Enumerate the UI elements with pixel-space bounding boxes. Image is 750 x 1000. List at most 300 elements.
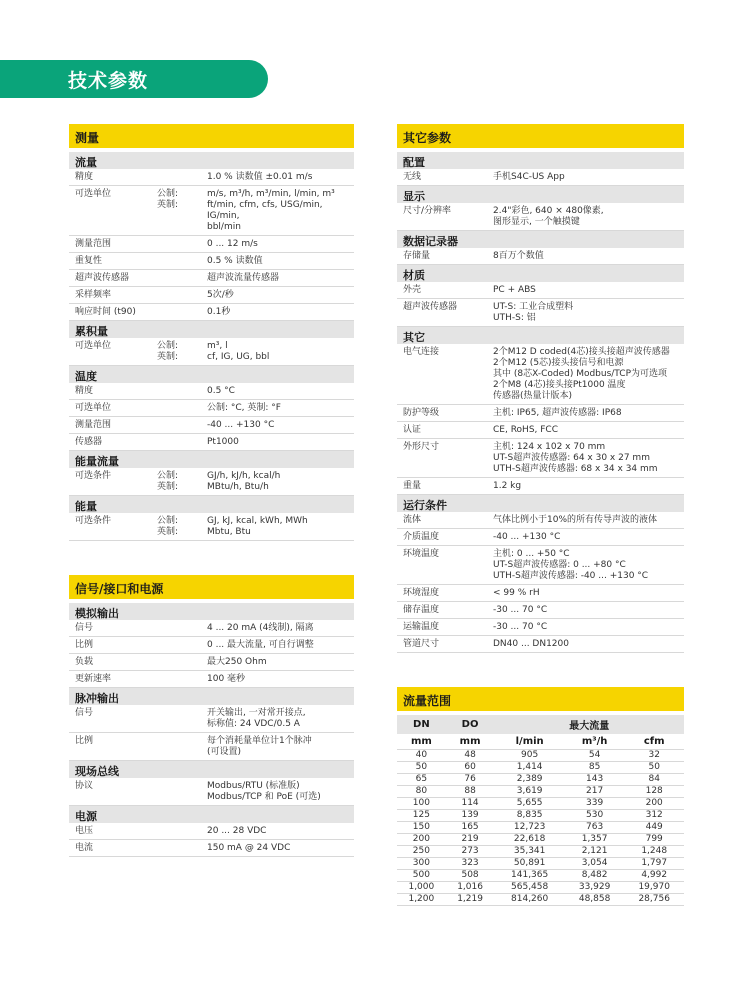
spec-value (207, 437, 354, 448)
spec-label: 更新速率 (75, 674, 112, 684)
table-row (397, 882, 684, 894)
spec-value-line: 2个M12 D coded(4芯)接头接超声波传感器 (493, 347, 670, 357)
spec-value (493, 639, 684, 650)
spec-row (69, 823, 354, 840)
spec-value (207, 674, 354, 685)
spec-row (69, 236, 354, 253)
spec-value-line: Mbtu, Btu (207, 527, 251, 537)
spec-value-line: UT-S: 工业合成塑料 (493, 302, 574, 312)
spec-label: 电流 (75, 843, 94, 853)
spec-value (493, 302, 684, 324)
table-cell: 4,992 (624, 870, 684, 882)
subsection-header-pulse: 脉冲输出 (69, 688, 354, 705)
spec-label: 认证 (403, 425, 422, 435)
table-cell: 1,248 (624, 846, 684, 858)
spec-value-line: 主机: 124 x 102 x 70 mm (493, 442, 606, 452)
spec-row (397, 512, 684, 529)
spec-label: 环境温度 (403, 549, 440, 559)
spec-label: 采样频率 (75, 290, 112, 300)
spec-label: 精度 (75, 386, 94, 396)
spec-label: 可选单位 (75, 341, 112, 351)
table-cell: 48 (446, 750, 495, 762)
spec-system-line: 英制: (157, 352, 179, 362)
spec-system-line: 公制: (157, 341, 179, 351)
spec-label: 传感器 (75, 437, 103, 447)
spec-label: 协议 (75, 781, 94, 791)
table-cell: 1,000 (397, 882, 446, 894)
table-row (397, 750, 684, 762)
spec-label: 重复性 (75, 256, 103, 266)
spec-value (207, 657, 354, 668)
spec-value-line: UT-S超声波传感器: 0 ... +80 °C (493, 560, 626, 570)
page-title: 技术参数 (68, 70, 149, 92)
table-cell: 139 (446, 810, 495, 822)
spec-label: 运输温度 (403, 622, 440, 632)
spec-value-line: 手机S4C-US App (493, 172, 565, 182)
spec-label: 可选条件 (75, 471, 112, 481)
table-cell: 65 (397, 774, 446, 786)
page-title-banner (0, 60, 268, 98)
table-cell: 76 (446, 774, 495, 786)
spec-value-line: DN40 ... DN1200 (493, 639, 569, 649)
spec-value-line: Modbus/RTU (标准版) (207, 781, 300, 791)
spec-value-line: UTH-S超声波传感器: 68 x 34 x 34 mm (493, 464, 658, 474)
spec-value-line: 超声波流量传感器 (207, 273, 280, 283)
table-cell: 50 (397, 762, 446, 774)
spec-value (207, 420, 354, 431)
spec-value-line: 2个M12 (5芯)接头接信号和电源 (493, 358, 624, 368)
section-header-flow-range: 流量范围 (397, 687, 684, 711)
spec-value-line: UT-S超声波传感器: 64 x 30 x 27 mm (493, 453, 650, 463)
spec-row (397, 299, 684, 327)
spec-value-line: GJ/h, kJ/h, kcal/h (207, 471, 281, 481)
spec-row (69, 840, 354, 857)
spec-system (157, 403, 207, 414)
spec-row (397, 585, 684, 602)
subsection-header-operating: 运行条件 (397, 495, 684, 512)
spec-value-line: 气体比例小于10%的所有传导声波的液体 (493, 515, 658, 525)
table-cell: 2,389 (494, 774, 564, 786)
table-cell: 763 (565, 822, 625, 834)
table-cell: 50,891 (494, 858, 564, 870)
spec-system (157, 256, 207, 267)
spec-system (157, 239, 207, 250)
table-cell: 1,414 (494, 762, 564, 774)
spec-value (493, 425, 684, 436)
spec-row (397, 602, 684, 619)
spec-value (493, 408, 684, 419)
spec-value (207, 623, 354, 634)
spec-value-line: 1.2 kg (493, 481, 522, 491)
spec-label: 尺寸/分辨率 (403, 206, 452, 216)
spec-value-line: PC + ABS (493, 285, 536, 295)
table-cell: 141,365 (494, 870, 564, 882)
spec-value (207, 403, 354, 414)
table-cell: 312 (624, 810, 684, 822)
spec-value (493, 172, 684, 183)
spec-label: 防护等级 (403, 408, 440, 418)
spec-value-line: 标称值: 24 VDC/0.5 A (207, 719, 300, 729)
spec-value (207, 708, 354, 730)
spec-value-line: GJ, kJ, kcal, kWh, MWh (207, 516, 308, 526)
spec-value (207, 781, 354, 803)
table-cell: 250 (397, 846, 446, 858)
spec-system (157, 437, 207, 448)
spec-row (69, 620, 354, 637)
spec-row (397, 546, 684, 585)
spec-value-line: 图形显示, 一个触摸键 (493, 217, 580, 227)
spec-label: 测量范围 (75, 239, 112, 249)
spec-row (397, 636, 684, 653)
table-cell: 35,341 (494, 846, 564, 858)
spec-system (157, 307, 207, 318)
section-header-other: 其它参数 (397, 124, 684, 148)
spec-label: 超声波传感器 (403, 302, 458, 312)
section-header-measure: 测量 (69, 124, 354, 148)
spec-value-line: bbl/min (207, 222, 241, 232)
subsection-header-energy_flow: 能量流量 (69, 451, 354, 468)
spec-value (207, 826, 354, 837)
spec-label: 比例 (75, 640, 94, 650)
spec-value (207, 189, 354, 233)
spec-row (397, 422, 684, 439)
spec-value (207, 341, 354, 363)
table-cell: 48,858 (565, 894, 625, 906)
spec-label: 外壳 (403, 285, 422, 295)
table-cell: 200 (397, 834, 446, 846)
spec-value (207, 736, 354, 758)
spec-value-line: 100 毫秒 (207, 674, 246, 684)
spec-system-line: 公制: (157, 189, 179, 199)
spec-value (493, 515, 684, 526)
spec-row (69, 400, 354, 417)
spec-label: 精度 (75, 172, 94, 182)
spec-value (207, 290, 354, 301)
spec-value (493, 605, 684, 616)
table-row (397, 762, 684, 774)
flow-table-body (397, 750, 684, 906)
spec-value-line: 150 mA @ 24 VDC (207, 843, 291, 853)
spec-value-line: 0.1秒 (207, 307, 231, 317)
spec-value-line: m/s, m³/h, m³/min, l/min, m³ (207, 189, 335, 199)
table-cell: 2,121 (565, 846, 625, 858)
table-cell: 22,618 (494, 834, 564, 846)
spec-system-line: 英制: (157, 200, 179, 210)
spec-value-line: 20 ... 28 VDC (207, 826, 267, 836)
spec-value-line: 2个M8 (4芯)接头接Pt1000 温度 (493, 380, 626, 390)
table-cell: 500 (397, 870, 446, 882)
table-cell: 88 (446, 786, 495, 798)
spec-label: 环境湿度 (403, 588, 440, 598)
spec-row (397, 248, 684, 265)
spec-system (157, 290, 207, 301)
spec-value-line: 传感器(热量计版本) (493, 391, 573, 401)
spec-label: 可选单位 (75, 189, 112, 199)
spec-system (157, 172, 207, 183)
table-cell: 905 (494, 750, 564, 762)
table-row (397, 810, 684, 822)
spec-value-line: -40 ... +130 °C (493, 532, 561, 542)
spec-value-line: ft/min, cfm, cfs, USG/min, IG/min, (207, 200, 323, 221)
spec-row (69, 270, 354, 287)
table-cell: 19,970 (624, 882, 684, 894)
spec-value-line: UTH-S超声波传感器: -40 ... +130 °C (493, 571, 649, 581)
spec-label: 电气连接 (403, 347, 440, 357)
table-cell: 508 (446, 870, 495, 882)
left-column (69, 124, 354, 857)
spec-row (69, 417, 354, 434)
spec-value (207, 172, 354, 183)
spec-system (157, 386, 207, 397)
table-cell: 150 (397, 822, 446, 834)
spec-row (69, 434, 354, 451)
subsection-header-temp: 温度 (69, 366, 354, 383)
spec-system-line: 英制: (157, 527, 179, 537)
spec-value-line: 0 ... 12 m/s (207, 239, 258, 249)
spec-value-line: 4 ... 20 mA (4线制), 隔离 (207, 623, 314, 633)
spec-system (157, 273, 207, 284)
subsection-header-display: 显示 (397, 186, 684, 203)
table-row (397, 786, 684, 798)
spec-value (493, 549, 684, 582)
spec-row (69, 186, 354, 236)
table-cell: 1,219 (446, 894, 495, 906)
spec-row (397, 405, 684, 422)
table-unit-row (397, 734, 684, 750)
spec-value (207, 640, 354, 651)
spec-value-line: -30 ... 70 °C (493, 622, 548, 632)
spec-label: 外形尺寸 (403, 442, 440, 452)
table-cell: 60 (446, 762, 495, 774)
spec-label: 电压 (75, 826, 94, 836)
spec-value-line: < 99 % rH (493, 588, 540, 598)
spec-row (69, 169, 354, 186)
spec-value-line: 主机: IP65, 超声波传感器: IP68 (493, 408, 622, 418)
spec-value-line: MBtu/h, Btu/h (207, 482, 269, 492)
spec-row (69, 338, 354, 366)
spec-value (207, 273, 354, 284)
subsection-header-analog: 模拟输出 (69, 603, 354, 620)
spec-row (69, 733, 354, 761)
spec-label: 介质温度 (403, 532, 440, 542)
table-cell: 1,797 (624, 858, 684, 870)
spec-value-line: 开关输出, 一对常开接点, (207, 708, 306, 718)
table-cell: 1,357 (565, 834, 625, 846)
spec-value-line: CE, RoHS, FCC (493, 425, 558, 435)
subsection-header-power: 电源 (69, 806, 354, 823)
spec-value-line: m³, l (207, 341, 228, 351)
spec-label: 存储量 (403, 251, 431, 261)
spec-value (493, 622, 684, 633)
spec-label: 流体 (403, 515, 422, 525)
spec-label: 比例 (75, 736, 94, 746)
subsection-header-energy: 能量 (69, 496, 354, 513)
table-cell: 3,619 (494, 786, 564, 798)
spec-value (493, 588, 684, 599)
table-cell: 5,655 (494, 798, 564, 810)
flow-range-table (397, 715, 684, 906)
table-row (397, 846, 684, 858)
spec-label: 信号 (75, 623, 94, 633)
table-cell: 80 (397, 786, 446, 798)
spec-value-line: 公制: °C, 英制: °F (207, 403, 281, 413)
table-row (397, 798, 684, 810)
spec-value-line: 5次/秒 (207, 290, 234, 300)
spec-value (207, 471, 354, 493)
table-cell: 323 (446, 858, 495, 870)
spec-value-line: Pt1000 (207, 437, 239, 447)
table-cell: 125 (397, 810, 446, 822)
spec-row (69, 383, 354, 400)
table-row (397, 774, 684, 786)
subsection-header-flow: 流量 (69, 152, 354, 169)
section-header-signal: 信号/接口和电源 (69, 575, 354, 599)
table-cell: 300 (397, 858, 446, 870)
table-cell: 50 (624, 762, 684, 774)
table-cell: 32 (624, 750, 684, 762)
spec-value-line: 2.4"彩色, 640 × 480像素, (493, 206, 604, 216)
spec-value-line: -30 ... 70 °C (493, 605, 548, 615)
subsection-header-logger: 数据记录器 (397, 231, 684, 248)
spec-value-line: 其中 (8芯X-Coded) Modbus/TCP为可选项 (493, 369, 667, 379)
spec-value-line: 主机: 0 ... +50 °C (493, 549, 570, 559)
table-header-max-flow: 最大流量 (494, 715, 684, 734)
table-header-dn: DN (397, 715, 446, 734)
spec-label: 可选条件 (75, 516, 112, 526)
spec-system-line: 公制: (157, 516, 179, 526)
table-cell: 33,929 (565, 882, 625, 894)
table-cell: 799 (624, 834, 684, 846)
spec-label: 超声波传感器 (75, 273, 130, 283)
spec-value-line: 每个消耗量单位计1个脉冲 (207, 736, 312, 746)
table-cell: 217 (565, 786, 625, 798)
spec-row (397, 478, 684, 495)
spec-value (493, 442, 684, 475)
spec-row (397, 344, 684, 405)
table-cell: 200 (624, 798, 684, 810)
spec-row (397, 529, 684, 546)
spec-label: 测量范围 (75, 420, 112, 430)
spec-label: 信号 (75, 708, 94, 718)
table-cell: 128 (624, 786, 684, 798)
unit-header: cfm (624, 734, 684, 750)
spacer (397, 653, 684, 687)
right-column (397, 124, 684, 906)
spec-label: 管道尺寸 (403, 639, 440, 649)
spec-value (493, 532, 684, 543)
table-cell: 339 (565, 798, 625, 810)
unit-header: l/min (494, 734, 564, 750)
table-cell: 85 (565, 762, 625, 774)
spec-value-line: UTH-S: 铝 (493, 313, 536, 323)
spec-row (69, 468, 354, 496)
spec-value (493, 251, 684, 262)
table-row (397, 870, 684, 882)
table-cell: 12,723 (494, 822, 564, 834)
spec-row (397, 169, 684, 186)
table-cell: 8,482 (565, 870, 625, 882)
spec-row (69, 705, 354, 733)
spec-row (69, 513, 354, 541)
spec-row (397, 619, 684, 636)
table-row (397, 834, 684, 846)
spec-value-line: -40 ... +130 °C (207, 420, 275, 430)
table-cell: 449 (624, 822, 684, 834)
spec-value-line: (可设置) (207, 747, 242, 757)
unit-header: mm (446, 734, 495, 750)
spec-value-line: 8百万个数值 (493, 251, 544, 261)
table-header-do: DO (446, 715, 495, 734)
table-cell: 3,054 (565, 858, 625, 870)
table-cell: 1,200 (397, 894, 446, 906)
table-cell: 114 (446, 798, 495, 810)
table-cell: 565,458 (494, 882, 564, 894)
spec-label: 可选单位 (75, 403, 112, 413)
spec-value (493, 206, 684, 228)
table-cell: 530 (565, 810, 625, 822)
signal-section (69, 603, 354, 857)
table-cell: 143 (565, 774, 625, 786)
table-cell: 40 (397, 750, 446, 762)
spec-value-line: 0.5 % 读数值 (207, 256, 263, 266)
table-cell: 100 (397, 798, 446, 810)
table-cell: 54 (565, 750, 625, 762)
spec-value-line: 1.0 % 读数值 ±0.01 m/s (207, 172, 313, 182)
spec-row (69, 253, 354, 270)
table-cell: 84 (624, 774, 684, 786)
spec-label: 响应时间 (t90) (75, 307, 136, 317)
table-cell: 8,835 (494, 810, 564, 822)
table-row (397, 822, 684, 834)
table-row (397, 858, 684, 870)
measure-section (69, 152, 354, 541)
table-row (397, 894, 684, 906)
spec-value-line: 0.5 °C (207, 386, 235, 396)
table-cell: 1,016 (446, 882, 495, 894)
spec-value (207, 307, 354, 318)
table-cell: 273 (446, 846, 495, 858)
spec-value (493, 481, 684, 492)
spec-value (207, 386, 354, 397)
spec-row (69, 287, 354, 304)
spec-value (207, 256, 354, 267)
spec-system-line: 英制: (157, 482, 179, 492)
spec-value-line: Modbus/TCP 和 PoE (可选) (207, 792, 321, 802)
other-section (397, 152, 684, 653)
spec-row (397, 282, 684, 299)
table-cell: 28,756 (624, 894, 684, 906)
subsection-header-accum: 累积量 (69, 321, 354, 338)
spec-label: 无线 (403, 172, 422, 182)
spec-value-line: 最大250 Ohm (207, 657, 267, 667)
spec-row (69, 778, 354, 806)
unit-header: mm (397, 734, 446, 750)
spec-system (157, 420, 207, 431)
spec-value (207, 239, 354, 250)
spec-row (69, 304, 354, 321)
spacer (69, 541, 354, 575)
spec-value-line: cf, IG, UG, bbl (207, 352, 270, 362)
unit-header: m³/h (565, 734, 625, 750)
table-cell: 219 (446, 834, 495, 846)
spec-label: 负载 (75, 657, 94, 667)
spec-label: 储存温度 (403, 605, 440, 615)
subsection-header-fieldbus: 现场总线 (69, 761, 354, 778)
spec-row (69, 654, 354, 671)
table-cell: 165 (446, 822, 495, 834)
spec-row (397, 203, 684, 231)
subsection-header-material: 材质 (397, 265, 684, 282)
